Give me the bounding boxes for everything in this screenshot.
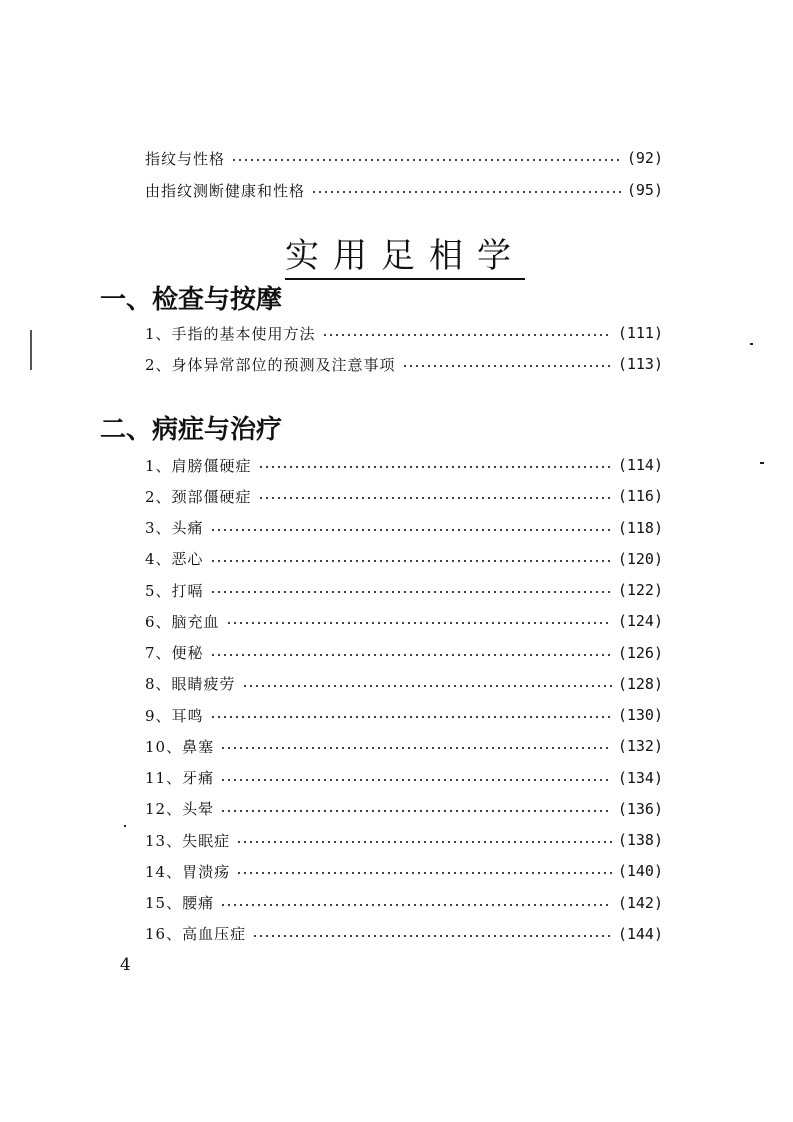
scan-speck: [760, 462, 764, 464]
toc-entry-label: 13、失眠症: [145, 831, 231, 850]
toc-entry: [145, 608, 663, 634]
scan-speck: [750, 343, 753, 345]
dot-leader: [210, 654, 612, 656]
toc-entry-page: (130): [617, 706, 663, 724]
toc-entry-label: 2、身体异常部位的预测及注意事项: [145, 355, 396, 374]
toc-entry-label: 16、高血压症: [145, 925, 247, 944]
part2-heading: 二、病症与治疗: [100, 415, 283, 445]
toc-entry: [145, 546, 663, 572]
toc-entry: [145, 351, 663, 377]
dot-leader: [402, 365, 612, 367]
toc-entry-label: 4、恶心: [145, 550, 204, 569]
toc-entry-page: (120): [617, 549, 663, 568]
toc-entry-page: (136): [617, 799, 663, 818]
toc-entry-page: (144): [617, 924, 663, 943]
dot-leader: [242, 685, 612, 687]
dot-leader: [311, 191, 621, 193]
toc-entry-page: (126): [617, 643, 663, 662]
toc-entry-page: (122): [617, 581, 663, 599]
scan-speck: [124, 825, 126, 827]
toc-entry-label: 2、颈部僵硬症: [145, 487, 252, 506]
toc-entry-label: 14、胃溃疡: [145, 862, 231, 881]
toc-entry-label: 12、头晕: [145, 800, 215, 819]
dot-leader: [210, 591, 612, 593]
toc-entry-label: 1、肩膀僵硬症: [145, 456, 252, 475]
toc-entry-label: 由指纹测断健康和性格: [145, 181, 306, 200]
toc-entry-page: (114): [617, 456, 663, 474]
toc-entry-label: 指纹与性格: [145, 149, 226, 168]
dot-leader: [220, 779, 612, 781]
dot-leader: [210, 529, 612, 531]
toc-entry: [145, 765, 663, 791]
dot-leader: [258, 497, 612, 499]
toc-entry-page: (95): [626, 181, 663, 199]
toc-entry: [145, 177, 663, 203]
toc-entry-page: (132): [617, 737, 663, 756]
toc-entry-label: 6、脑充血: [145, 612, 220, 631]
toc-entry: [145, 577, 663, 603]
toc-entry: [145, 702, 663, 728]
toc-entry-page: (140): [617, 862, 663, 881]
scan-mark: [30, 330, 32, 370]
dot-leader: [210, 560, 612, 562]
toc-entry-page: (111): [617, 324, 663, 342]
toc-entry-label: 9、耳鸣: [145, 706, 204, 725]
toc-entry: [145, 827, 663, 853]
dot-leader: [252, 935, 612, 937]
dot-leader: [220, 904, 612, 906]
toc-entry-page: (116): [617, 487, 663, 506]
toc-entry-page: (128): [617, 674, 663, 693]
toc-entry: [145, 796, 663, 822]
dot-leader: [210, 716, 612, 718]
toc-entry-page: (142): [617, 893, 663, 912]
toc-entry-label: 11、牙痛: [145, 769, 215, 787]
dot-leader: [258, 466, 612, 468]
toc-entry: [145, 890, 663, 916]
toc-entry: [145, 858, 663, 884]
toc-entry: [145, 733, 663, 759]
dot-leader: [322, 334, 612, 336]
toc-entry: [145, 483, 663, 509]
toc-entry-label: 8、眼睛疲劳: [145, 675, 236, 694]
toc-entry-page: (92): [626, 149, 663, 167]
toc-entry: [145, 671, 663, 697]
toc-entry-page: (118): [617, 518, 663, 537]
toc-entry-label: 7、便秘: [145, 644, 204, 662]
dot-leader: [236, 841, 612, 843]
toc-entry-label: 5、打嗝: [145, 581, 204, 600]
toc-entry-page: (113): [617, 355, 663, 373]
page-number: 4: [120, 955, 131, 975]
toc-entry-label: 15、腰痛: [145, 894, 215, 912]
toc-entry: [145, 921, 663, 947]
toc-entry: [145, 320, 663, 346]
toc-entry-label: 10、鼻塞: [145, 737, 215, 756]
dot-leader: [231, 159, 621, 161]
section-title: 实用足相学: [285, 236, 525, 280]
dot-leader: [220, 747, 612, 749]
dot-leader: [220, 810, 612, 812]
toc-entry-label: 1、手指的基本使用方法: [145, 324, 316, 343]
toc-entry-page: (134): [617, 768, 663, 787]
toc-entry: [145, 145, 663, 171]
toc-entry: [145, 640, 663, 666]
toc-entry-page: (138): [617, 831, 663, 849]
toc-entry: [145, 452, 663, 478]
toc-entry: [145, 515, 663, 541]
dot-leader: [236, 872, 612, 874]
part1-heading: 一、检查与按摩: [100, 285, 283, 315]
toc-entry-page: (124): [617, 612, 663, 631]
dot-leader: [226, 622, 612, 624]
toc-entry-label: 3、头痛: [145, 519, 204, 537]
